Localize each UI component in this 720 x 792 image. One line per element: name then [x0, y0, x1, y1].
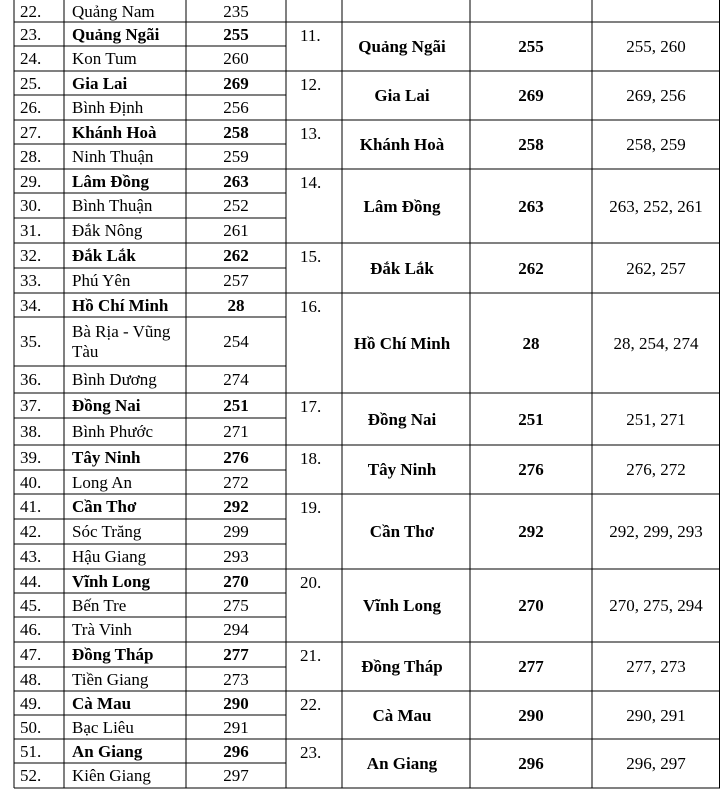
merged-province-code: 28	[522, 333, 540, 353]
row-number: 41.	[20, 497, 42, 516]
province-code: 263	[223, 171, 249, 191]
row-number: 38.	[20, 422, 42, 441]
merged-row-number: 15.	[300, 247, 322, 266]
merged-code-list: 262, 257	[626, 258, 686, 278]
merged-row-number: 17.	[300, 397, 322, 416]
row-number: 46.	[20, 620, 42, 639]
row-number: 26.	[20, 98, 42, 117]
province-code: 28	[227, 295, 245, 315]
province-name: Kon Tum	[72, 49, 137, 68]
merged-province-name: Tây Ninh	[367, 460, 437, 479]
merged-province-name: Khánh Hoà	[359, 135, 445, 154]
merged-code-list: 269, 256	[626, 86, 686, 105]
row-number: 29.	[20, 171, 42, 191]
province-name: Đồng Nai	[72, 396, 141, 415]
row-number: 30.	[20, 196, 42, 215]
row-number: 35.	[20, 332, 42, 351]
province-code: 269	[223, 73, 249, 93]
merged-row-number: 13.	[300, 124, 322, 143]
province-code: 291	[223, 717, 249, 737]
province-name: Khánh Hoà	[72, 122, 157, 142]
province-name: Quảng Ngãi	[72, 24, 160, 44]
merged-province-name: Vĩnh Long	[363, 596, 441, 615]
province-name: Quảng Nam	[72, 1, 155, 21]
province-code: 293	[223, 547, 249, 566]
province-code: 255	[223, 24, 249, 44]
merged-row-number: 11.	[300, 26, 321, 45]
province-name: Bình Định	[72, 98, 144, 117]
province-code: 235	[223, 1, 249, 21]
row-number: 42.	[20, 522, 42, 541]
row-number: 48.	[20, 669, 42, 689]
merged-row-number: 19.	[300, 498, 322, 517]
province-code: 270	[223, 571, 249, 591]
merged-province-name: Cà Mau	[372, 705, 432, 725]
merged-code-list: 270, 275, 294	[609, 596, 703, 615]
merged-province-name: Đắk Lắk	[370, 258, 434, 278]
province-name: Kiên Giang	[72, 766, 151, 785]
province-name: Hồ Chí Minh	[72, 295, 169, 315]
province-name: An Giang	[72, 741, 143, 761]
row-number: 39.	[20, 448, 42, 467]
merged-province-name: Hồ Chí Minh	[353, 333, 451, 353]
merged-code-list: 263, 252, 261	[609, 196, 703, 216]
province-code: 260	[223, 49, 249, 68]
province-code: 258	[223, 122, 249, 142]
merged-province-code: 263	[518, 196, 544, 216]
province-name: Gia Lai	[72, 73, 128, 93]
row-number: 36.	[20, 370, 42, 389]
merged-province-code: 262	[518, 258, 544, 278]
merged-province-name: Đồng Nai	[367, 409, 437, 429]
province-code: 259	[223, 147, 249, 166]
province-code: 294	[223, 620, 249, 639]
merged-province-code: 277	[518, 657, 544, 676]
province-name: Sóc Trăng	[72, 522, 142, 541]
province-name: Trà Vinh	[72, 620, 132, 639]
merged-province-code: 251	[518, 409, 544, 429]
merged-row-number: 22.	[300, 695, 322, 714]
merged-code-list: 255, 260	[626, 37, 686, 56]
merged-province-code: 292	[518, 522, 544, 541]
province-name: Bình Phước	[72, 422, 154, 441]
province-name: Cần Thơ	[72, 497, 137, 516]
province-name: Lâm Đồng	[72, 171, 149, 191]
row-number: 50.	[20, 717, 42, 737]
merged-row-number: 20.	[300, 573, 322, 592]
merged-province-code: 255	[518, 37, 544, 56]
row-number: 25.	[20, 73, 42, 93]
province-name: Bình Dương	[72, 370, 157, 389]
row-number: 23.	[20, 24, 42, 44]
province-name: Ninh Thuận	[72, 147, 154, 166]
province-name: Bạc Liêu	[72, 717, 134, 737]
province-code: 274	[223, 370, 249, 389]
province-name: Đồng Tháp	[72, 645, 154, 664]
province-code: 256	[223, 98, 249, 117]
row-number: 33.	[20, 271, 42, 290]
province-code: 290	[223, 693, 249, 713]
province-code: 297	[223, 766, 249, 785]
merged-province-code: 270	[518, 596, 544, 615]
row-number: 27.	[20, 122, 42, 142]
province-code: 272	[223, 472, 249, 492]
row-number: 28.	[20, 147, 42, 166]
row-number: 43.	[20, 547, 42, 566]
merged-row-number: 14.	[300, 173, 322, 192]
province-code: 292	[223, 497, 249, 516]
province-code: 296	[223, 741, 249, 761]
province-name: Tiền Giang	[72, 669, 149, 689]
row-number: 44.	[20, 571, 42, 591]
province-name: Đắk Nông	[72, 221, 143, 240]
province-code: 251	[223, 396, 249, 415]
merged-row-number: 18.	[300, 449, 322, 468]
merged-code-list: 276, 272	[626, 460, 686, 479]
province-code: 261	[223, 221, 249, 240]
province-name: Đắk Lắk	[72, 246, 136, 265]
row-number: 49.	[20, 693, 42, 713]
province-code: 299	[223, 522, 249, 541]
province-name: Cà Mau	[72, 693, 132, 713]
merged-province-name: An Giang	[366, 754, 438, 773]
merged-row-number: 12.	[300, 75, 322, 94]
merged-code-list: 296, 297	[626, 754, 686, 773]
row-number: 37.	[20, 396, 42, 415]
row-number: 47.	[20, 645, 42, 664]
province-code: 276	[223, 448, 249, 467]
province-name: Vĩnh Long	[72, 571, 150, 591]
merged-province-name: Cần Thơ	[369, 522, 435, 541]
row-number: 52.	[20, 766, 42, 785]
province-name: Phú Yên	[72, 271, 131, 290]
merged-row-number: 21.	[300, 646, 322, 665]
province-code: 257	[223, 271, 249, 290]
merged-code-list: 277, 273	[626, 657, 686, 676]
row-number: 22.	[20, 1, 42, 21]
merged-code-list: 292, 299, 293	[609, 522, 703, 541]
merged-province-code: 276	[518, 460, 544, 479]
merged-code-list: 251, 271	[626, 409, 686, 429]
province-name: Hậu Giang	[72, 547, 147, 566]
province-code: 275	[223, 595, 249, 615]
row-number: 24.	[20, 49, 42, 68]
merged-code-list: 28, 254, 274	[613, 333, 699, 353]
merged-province-code: 269	[518, 86, 544, 105]
merged-code-list: 258, 259	[626, 135, 686, 154]
province-code: 271	[223, 422, 249, 441]
merged-province-name: Gia Lai	[374, 86, 430, 105]
province-name: Tây Ninh	[72, 448, 141, 467]
province-code: 277	[223, 645, 249, 664]
province-name: Bến Tre	[72, 595, 127, 615]
row-number: 31.	[20, 221, 42, 240]
merged-province-code: 258	[518, 135, 544, 154]
province-code: 262	[223, 246, 249, 265]
row-number: 51.	[20, 741, 42, 761]
row-number: 45.	[20, 595, 42, 615]
province-code: 254	[223, 332, 249, 351]
province-name: Long An	[72, 472, 132, 492]
row-number: 40.	[20, 472, 42, 492]
merged-row-number: 23.	[300, 743, 322, 762]
row-number: 34.	[20, 295, 42, 315]
province-name: Bình Thuận	[72, 196, 153, 215]
merged-row-number: 16.	[300, 297, 322, 316]
province-name: Bà Rịa - Vũng Tàu	[72, 321, 171, 361]
merged-province-name: Quảng Ngãi	[358, 37, 446, 56]
merged-code-list: 290, 291	[626, 705, 686, 725]
merged-province-code: 290	[518, 705, 544, 725]
province-code: 273	[223, 669, 249, 689]
province-code: 252	[223, 196, 249, 215]
row-number: 32.	[20, 246, 42, 265]
merged-province-name: Đồng Tháp	[361, 657, 443, 676]
merged-province-name: Lâm Đồng	[363, 196, 441, 216]
merged-province-code: 296	[518, 754, 544, 773]
